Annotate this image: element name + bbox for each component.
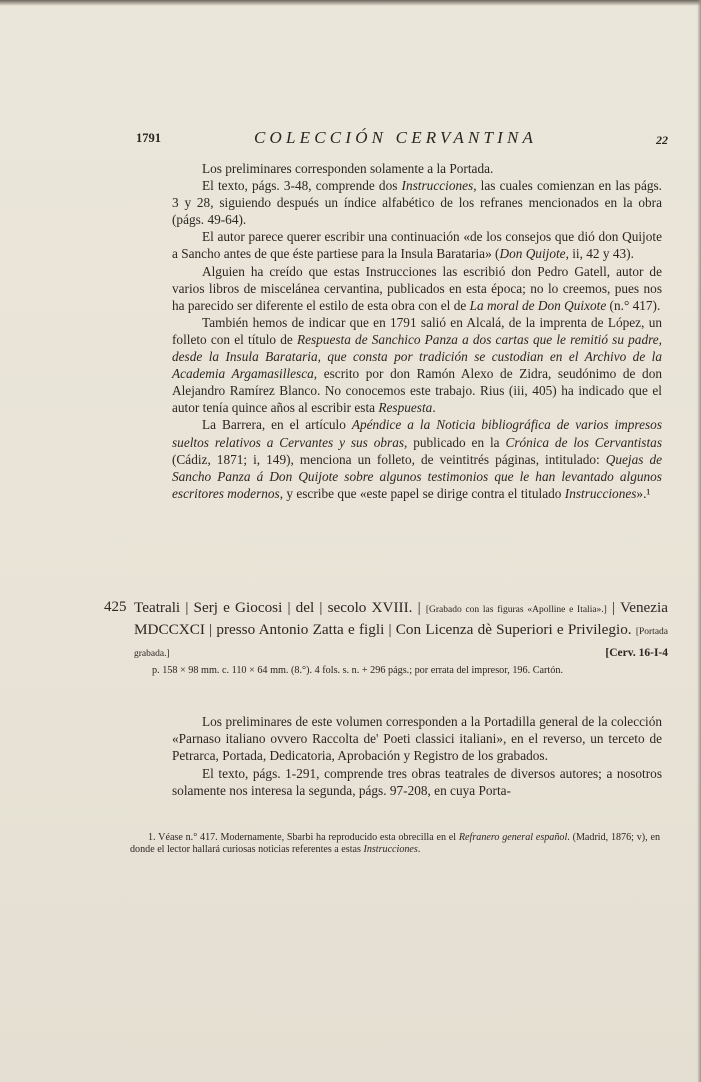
entry-title-part-b: | Venezia MDCCXCI | presso Antonio Zatta e figli | Con Licenza dè Superiori e Privilegio. [134, 599, 668, 638]
italic-text-run: Respuesta de Sanchico Panza a dos cartas que le remitió su padre, desde la Insula Barataria, que consta por tradición se custodian en el Archivo de la Academia Argamasillesca [172, 331, 663, 382]
physical-description-text: p. 158 × 98 mm. c. 110 × 64 mm. (8.°). 4 fols. s. n. + 296 págs.; por errata del impresor, 196. Cartón. [152, 665, 563, 676]
text-run: El texto, págs. 1-291, comprende tres obras teatrales de diversos autores; a nosotros solamente nos interesa la segunda, págs. 97-208, en cuya Porta- [172, 765, 662, 798]
footnote [130, 832, 660, 856]
text-run: El texto, págs. 3-48, comprende dos [202, 178, 402, 194]
paragraph [172, 713, 662, 765]
entry-shelfmark: [Cerv. 16-I-4 [605, 647, 668, 659]
text-run: También hemos de indicar que en 1791 salió en Alcalá, de la imprenta de López, un folleto con el título de [172, 314, 662, 347]
italic-text-run: Instrucciones [564, 485, 637, 501]
paragraph [172, 263, 662, 314]
running-header [136, 128, 668, 152]
entry-425-commentary [172, 713, 662, 799]
text-run: (Cádiz, 1871; i, 149), menciona un folleto, de veintitrés páginas, intitulado: [172, 451, 606, 467]
header-title: COLECCIÓN CERVANTINA [254, 128, 538, 147]
page-right-edge-shadow [697, 0, 701, 1082]
paragraph [172, 228, 662, 262]
paragraph [172, 177, 662, 228]
italic-text-run: Quejas de Sancho Panza á Don Quijote sobre algunos testimonios que le han levantado algunos escritores modernos [172, 451, 662, 501]
entry-number: 425 [104, 599, 127, 615]
footnote-text [130, 832, 660, 856]
text-run: . [432, 400, 436, 416]
italic-text-run: Instrucciones [363, 844, 418, 856]
text-run: La Barrera, en el artículo [202, 417, 352, 433]
text-run: Alguien ha creído que estas Instrucciones las escribió don Pedro Gatell, autor de varios libros de miscelánea cervantina, publicados en esta época; no lo creemos, pues nos ha parecido ser diferente el estilo de esta obra con el de [172, 263, 662, 313]
page-top-edge-shadow [0, 0, 701, 6]
entry-title-note: [Portada grabada.] [134, 627, 668, 659]
text-run: (n.° 417). [606, 297, 661, 313]
paragraph [172, 416, 662, 501]
italic-text-run: Respuesta [378, 400, 433, 416]
italic-text-run: Don Quijote [499, 246, 566, 262]
paragraph [172, 765, 662, 799]
text-run: , ii, 42 y 43). [565, 246, 634, 262]
text-run: . [417, 844, 421, 856]
page-number: 22 [656, 133, 668, 147]
italic-text-run: Crónica de los Cervantistas [505, 434, 662, 450]
text-run: ».¹ [636, 485, 651, 501]
entry-424-commentary [172, 160, 662, 502]
paragraph [172, 160, 662, 177]
text-run: El autor parece querer escribir una continuación «de los consejos que dió don Quijote a Sancho antes de que éste partiese para la Insula Barataria» ( [172, 229, 662, 262]
text-run: Los preliminares de este volumen corresponden a la Portadilla general de la colección «Parnaso italiano ovvero Raccolta de' Poeti classici italiani», en el reverso, un terceto de Petrarca, Portada, Dedicatoria, Aprobación y Registro de los grabados. [172, 714, 662, 764]
entry-title-part-a: Teatrali | Serj e Giocosi | del | secolo XVIII. | [134, 599, 426, 616]
entry-title [134, 598, 668, 664]
italic-text-run: Instrucciones [401, 178, 474, 194]
text-run: 1. Véase n.° 417. Modernamente, Sbarbi ha reproducido esta obrecilla en el [148, 832, 459, 843]
text-run: , las cuales comienzan en las págs. 3 y 28, siguiendo después un índice alfabético de los refranes mencionados en la obra (págs. 49-64). [172, 178, 662, 228]
italic-text-run: Apéndice a la Noticia bibliográfica de varios impresos sueltos relativos a Cervantes y sus obras [172, 417, 662, 450]
text-run: , publicado en la [404, 434, 506, 450]
physical-description [134, 664, 662, 679]
italic-text-run: Refranero general español [458, 832, 568, 843]
paragraph [172, 314, 662, 417]
entry-engraving-note: [Grabado con las figuras «Apolline e Italia».] [425, 605, 607, 615]
italic-text-run: La moral de Don Quixote [469, 297, 607, 313]
text-run: , y escribe que «este papel se dirige contra el titulado [279, 485, 565, 501]
header-year: 1791 [136, 131, 161, 145]
text-run: , escrito por don Ramón Alexo de Zidra, seudónimo de don Alejandro Ramírez Blanco. No conocemos este trabajo. Rius (iii, 405) ha indicado que el autor tenía quince años al escribir esta [172, 366, 662, 416]
text-run: . (Madrid, 1876; v), en donde el lector hallará curiosas noticias referentes a estas [130, 832, 660, 856]
text-run: Los preliminares corresponden solamente a la Portada. [202, 161, 494, 176]
